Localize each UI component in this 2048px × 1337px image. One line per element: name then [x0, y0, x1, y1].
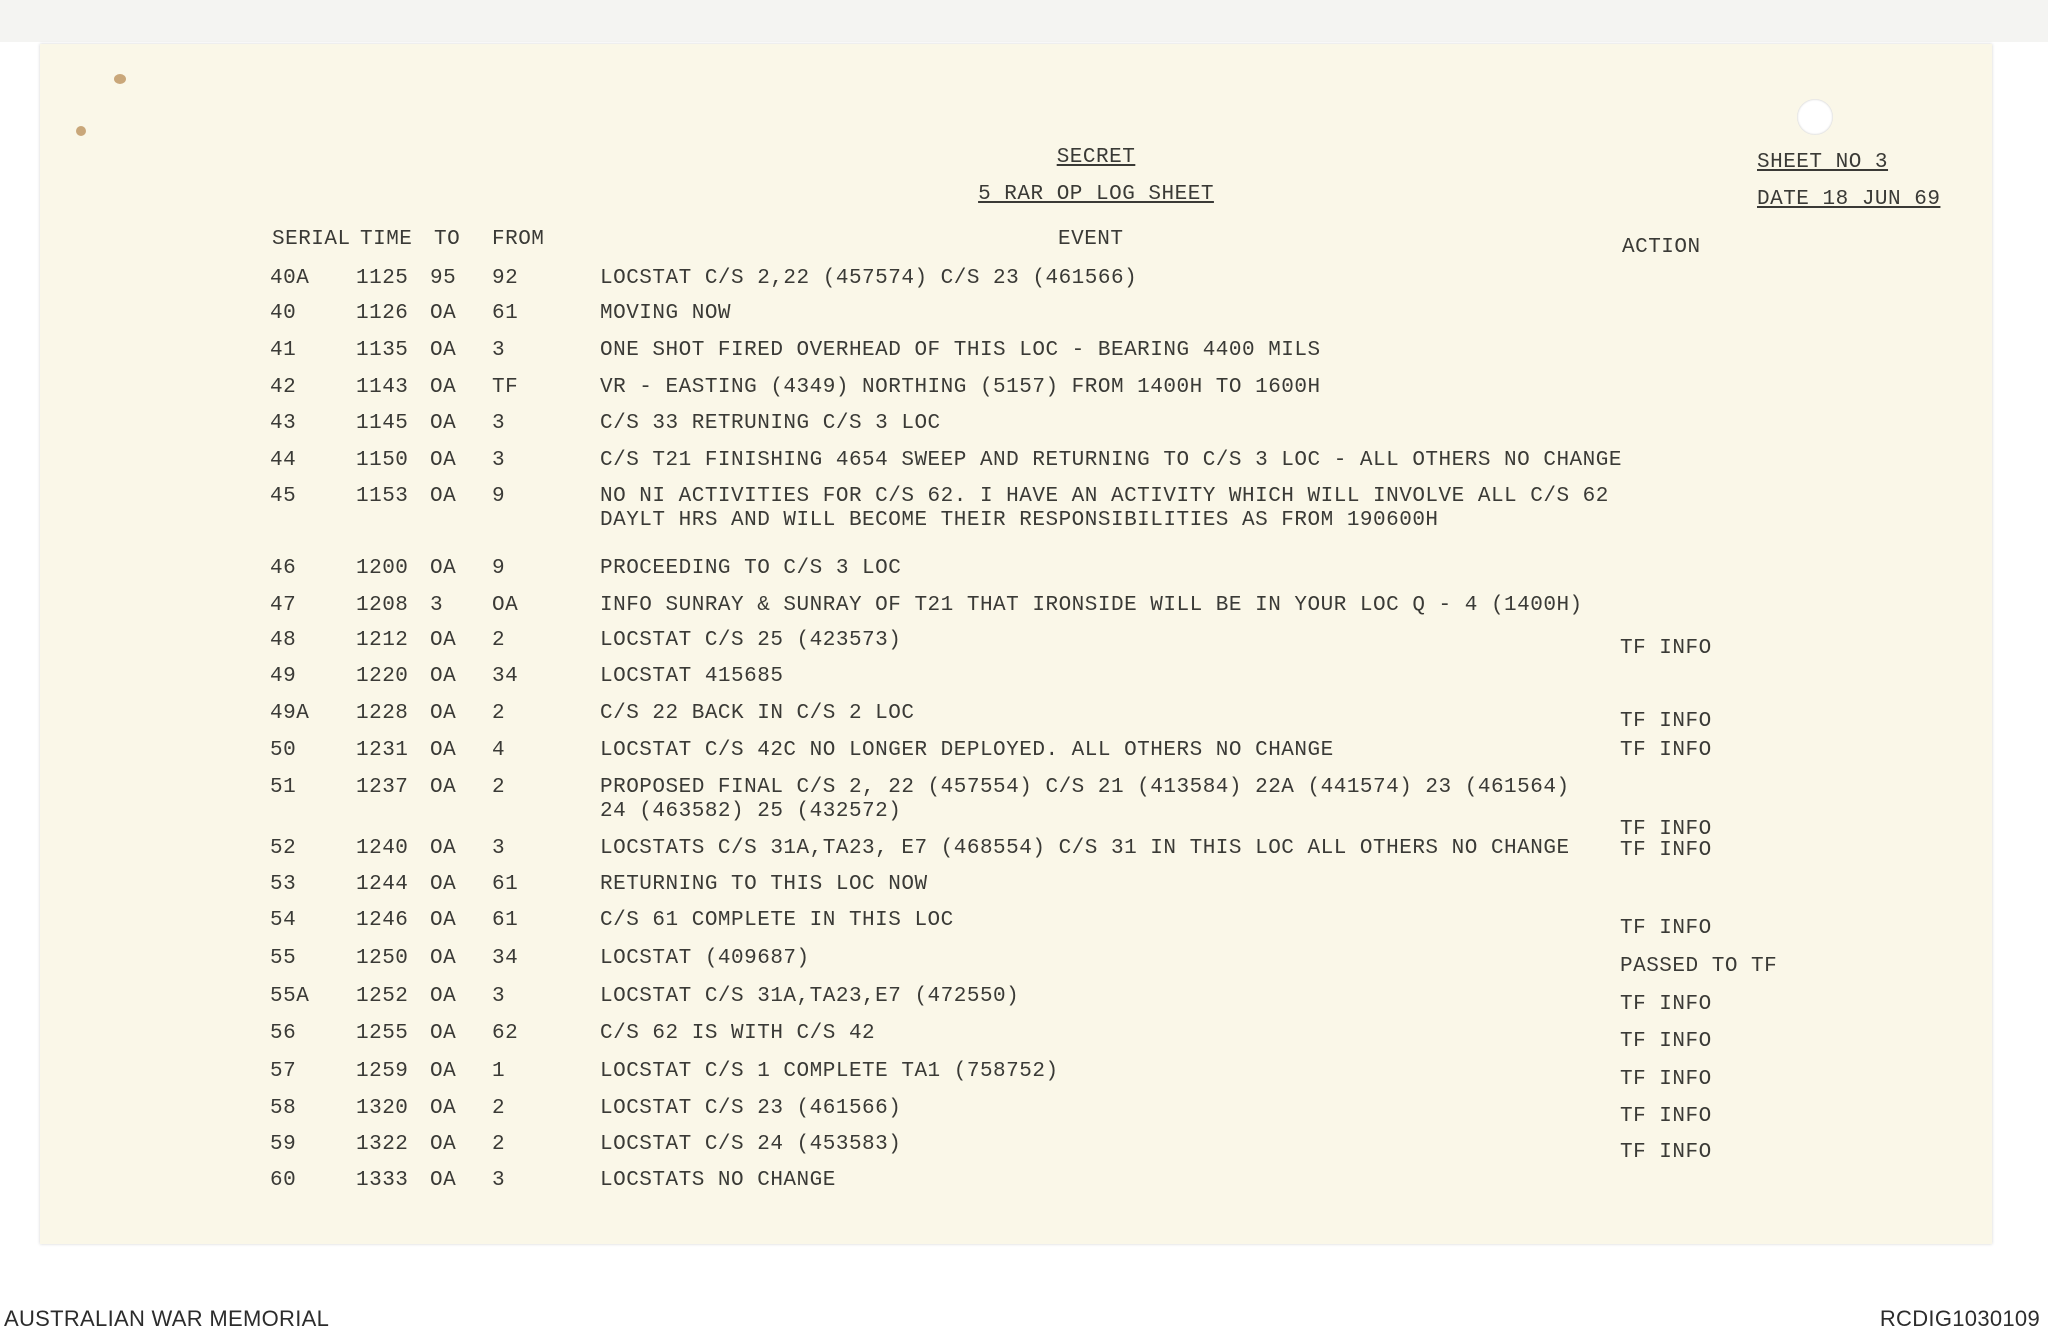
row-event: LOCSTAT C/S 1 COMPLETE TA1 (758752)	[600, 1060, 1059, 1083]
row-serial: 55	[270, 947, 297, 970]
row-to: OA	[430, 302, 457, 325]
row-from: TF	[492, 376, 519, 399]
row-action: TF INFO	[1620, 993, 1712, 1016]
row-from: 62	[492, 1022, 519, 1045]
row-event: PROPOSED FINAL C/S 2, 22 (457554) C/S 21 (413584) 22A (441574) 23 (461564)	[600, 776, 1570, 799]
row-event: LOCSTAT C/S 25 (423573)	[600, 629, 902, 652]
row-serial: 42	[270, 376, 297, 399]
row-to: OA	[430, 557, 457, 580]
row-to: OA	[430, 702, 457, 725]
row-serial: 45	[270, 485, 297, 508]
row-action: TF INFO	[1620, 710, 1712, 733]
row-serial: 51	[270, 776, 297, 799]
row-event: ONE SHOT FIRED OVERHEAD OF THIS LOC - BEARING 4400 MILS	[600, 339, 1321, 362]
log-row	[0, 411, 2048, 441]
row-time: 1231	[356, 739, 409, 762]
row-time: 1240	[356, 837, 409, 860]
log-row	[0, 775, 2048, 841]
row-serial: 48	[270, 629, 297, 652]
row-event-continuation: 24 (463582) 25 (432572)	[600, 800, 902, 823]
row-from: 61	[492, 302, 519, 325]
row-serial: 55A	[270, 985, 310, 1008]
row-time: 1125	[356, 267, 409, 290]
paper-stain	[76, 126, 86, 136]
row-time: 1212	[356, 629, 409, 652]
row-serial: 49	[270, 665, 297, 688]
log-row	[0, 448, 2048, 478]
row-from: OA	[492, 594, 519, 617]
paper-stain	[114, 74, 126, 84]
row-to: OA	[430, 449, 457, 472]
row-time: 1250	[356, 947, 409, 970]
row-time: 1228	[356, 702, 409, 725]
row-serial: 47	[270, 594, 297, 617]
row-event: INFO SUNRAY & SUNRAY OF T21 THAT IRONSIDE WILL BE IN YOUR LOC Q - 4 (1400H)	[600, 594, 1583, 617]
log-row	[0, 664, 2048, 694]
row-event: PROCEEDING TO C/S 3 LOC	[600, 557, 902, 580]
row-serial: 53	[270, 873, 297, 896]
log-row	[0, 1096, 2048, 1126]
row-event: LOCSTATS NO CHANGE	[600, 1169, 836, 1192]
row-time: 1322	[356, 1133, 409, 1156]
row-from: 9	[492, 485, 506, 508]
row-from: 1	[492, 1060, 506, 1083]
row-from: 61	[492, 873, 519, 896]
row-from: 34	[492, 947, 519, 970]
log-row	[0, 301, 2048, 331]
row-event: RETURNING TO THIS LOC NOW	[600, 873, 928, 896]
row-event: C/S T21 FINISHING 4654 SWEEP AND RETURNING TO C/S 3 LOC - ALL OTHERS NO CHANGE	[600, 449, 1622, 472]
row-from: 34	[492, 665, 519, 688]
row-time: 1259	[356, 1060, 409, 1083]
row-serial: 50	[270, 739, 297, 762]
row-action: TF INFO	[1620, 1141, 1712, 1164]
row-to: OA	[430, 1169, 457, 1192]
column-header-from: FROM	[492, 228, 545, 251]
log-row	[0, 556, 2048, 586]
row-event: LOCSTAT C/S 23 (461566)	[600, 1097, 902, 1120]
row-from: 3	[492, 412, 506, 435]
classification-marking: SECRET	[1056, 146, 1136, 169]
row-to: 95	[430, 267, 457, 290]
row-time: 1255	[356, 1022, 409, 1045]
row-from: 3	[492, 1169, 506, 1192]
row-to: OA	[430, 339, 457, 362]
row-action: TF INFO	[1620, 637, 1712, 660]
row-to: OA	[430, 909, 457, 932]
row-time: 1246	[356, 909, 409, 932]
row-from: 92	[492, 267, 519, 290]
row-from: 3	[492, 339, 506, 362]
row-from: 2	[492, 1097, 506, 1120]
row-time: 1150	[356, 449, 409, 472]
row-serial: 44	[270, 449, 297, 472]
log-row	[0, 738, 2048, 768]
row-time: 1126	[356, 302, 409, 325]
row-serial: 54	[270, 909, 297, 932]
row-time: 1135	[356, 339, 409, 362]
column-header-time: TIME	[360, 228, 413, 251]
log-row	[0, 484, 2048, 532]
row-serial: 46	[270, 557, 297, 580]
row-event: C/S 22 BACK IN C/S 2 LOC	[600, 702, 915, 725]
log-row	[0, 908, 2048, 938]
row-serial: 49A	[270, 702, 310, 725]
row-time: 1208	[356, 594, 409, 617]
row-to: OA	[430, 412, 457, 435]
row-to: OA	[430, 1022, 457, 1045]
row-from: 3	[492, 985, 506, 1008]
row-event: C/S 33 RETRUNING C/S 3 LOC	[600, 412, 941, 435]
row-to: OA	[430, 985, 457, 1008]
sheet-date: DATE 18 JUN 69	[1757, 188, 1941, 211]
row-from: 2	[492, 702, 506, 725]
row-to: OA	[430, 629, 457, 652]
row-serial: 60	[270, 1169, 297, 1192]
log-row	[0, 1021, 2048, 1051]
log-row	[0, 984, 2048, 1014]
row-action: TF INFO	[1620, 1068, 1712, 1091]
row-to: OA	[430, 947, 457, 970]
row-to: OA	[430, 739, 457, 762]
log-row	[0, 266, 2048, 296]
row-serial: 40	[270, 302, 297, 325]
row-event: LOCSTATS C/S 31A,TA23, E7 (468554) C/S 31 IN THIS LOC ALL OTHERS NO CHANGE	[600, 837, 1570, 860]
row-to: OA	[430, 873, 457, 896]
row-from: 61	[492, 909, 519, 932]
row-from: 4	[492, 739, 506, 762]
row-to: OA	[430, 485, 457, 508]
row-event: NO NI ACTIVITIES FOR C/S 62. I HAVE AN ACTIVITY WHICH WILL INVOLVE ALL C/S 62	[600, 485, 1609, 508]
row-event: LOCSTAT C/S 24 (453583)	[600, 1133, 902, 1156]
row-serial: 52	[270, 837, 297, 860]
row-to: 3	[430, 594, 444, 617]
row-event: VR - EASTING (4349) NORTHING (5157) FROM 1400H TO 1600H	[600, 376, 1321, 399]
archive-reference: RCDIG1030109	[1879, 1306, 2040, 1331]
row-to: OA	[430, 837, 457, 860]
row-time: 1320	[356, 1097, 409, 1120]
log-row	[0, 628, 2048, 658]
column-header-to: TO	[434, 228, 461, 251]
row-to: OA	[430, 1097, 457, 1120]
log-row	[0, 1059, 2048, 1089]
log-row	[0, 701, 2048, 731]
row-from: 2	[492, 776, 506, 799]
log-row	[0, 872, 2048, 902]
row-action: TF INFO	[1620, 839, 1712, 862]
log-row	[0, 338, 2048, 368]
log-row	[0, 593, 2048, 623]
sheet-title: 5 RAR OP LOG SHEET	[978, 183, 1214, 206]
row-event: LOCSTAT 415685	[600, 665, 784, 688]
row-to: OA	[430, 1133, 457, 1156]
row-action: PASSED TO TF	[1620, 955, 1778, 978]
row-event: LOCSTAT C/S 42C NO LONGER DEPLOYED. ALL OTHERS NO CHANGE	[600, 739, 1334, 762]
log-row	[0, 375, 2048, 405]
row-event: C/S 62 IS WITH C/S 42	[600, 1022, 876, 1045]
row-time: 1200	[356, 557, 409, 580]
row-action: TF INFO	[1620, 818, 1712, 841]
row-to: OA	[430, 1060, 457, 1083]
row-serial: 40A	[270, 267, 310, 290]
log-row	[0, 836, 2048, 866]
row-serial: 56	[270, 1022, 297, 1045]
row-event: C/S 61 COMPLETE IN THIS LOC	[600, 909, 954, 932]
row-to: OA	[430, 376, 457, 399]
column-header-action: ACTION	[1622, 236, 1701, 259]
row-event: LOCSTAT C/S 31A,TA23,E7 (472550)	[600, 985, 1020, 1008]
row-action: TF INFO	[1620, 917, 1712, 940]
row-time: 1143	[356, 376, 409, 399]
row-time: 1333	[356, 1169, 409, 1192]
row-time: 1153	[356, 485, 409, 508]
row-to: OA	[430, 665, 457, 688]
row-serial: 43	[270, 412, 297, 435]
row-serial: 58	[270, 1097, 297, 1120]
row-from: 9	[492, 557, 506, 580]
column-header-serial: SERIAL	[272, 228, 351, 251]
row-serial: 41	[270, 339, 297, 362]
row-event: MOVING NOW	[600, 302, 732, 325]
row-event-continuation: DAYLT HRS AND WILL BECOME THEIR RESPONSIBILITIES AS FROM 190600H	[600, 509, 1439, 532]
log-row	[0, 946, 2048, 976]
row-from: 2	[492, 629, 506, 652]
row-serial: 59	[270, 1133, 297, 1156]
row-from: 3	[492, 837, 506, 860]
row-action: TF INFO	[1620, 1105, 1712, 1128]
log-row	[0, 1132, 2048, 1162]
row-event: LOCSTAT C/S 2,22 (457574) C/S 23 (461566)	[600, 267, 1138, 290]
column-header-event: EVENT	[1058, 228, 1124, 251]
archive-credit: AUSTRALIAN WAR MEMORIAL	[4, 1306, 330, 1331]
row-action: TF INFO	[1620, 739, 1712, 762]
row-action: TF INFO	[1620, 1030, 1712, 1053]
row-time: 1220	[356, 665, 409, 688]
row-time: 1252	[356, 985, 409, 1008]
sheet-number: SHEET NO 3	[1757, 151, 1889, 174]
row-to: OA	[430, 776, 457, 799]
row-time: 1237	[356, 776, 409, 799]
scan-top-margin	[0, 0, 2048, 42]
log-row	[0, 1168, 2048, 1198]
row-from: 3	[492, 449, 506, 472]
row-from: 2	[492, 1133, 506, 1156]
row-time: 1244	[356, 873, 409, 896]
row-event: LOCSTAT (409687)	[600, 947, 810, 970]
punch-hole	[1797, 99, 1833, 135]
row-time: 1145	[356, 412, 409, 435]
row-serial: 57	[270, 1060, 297, 1083]
